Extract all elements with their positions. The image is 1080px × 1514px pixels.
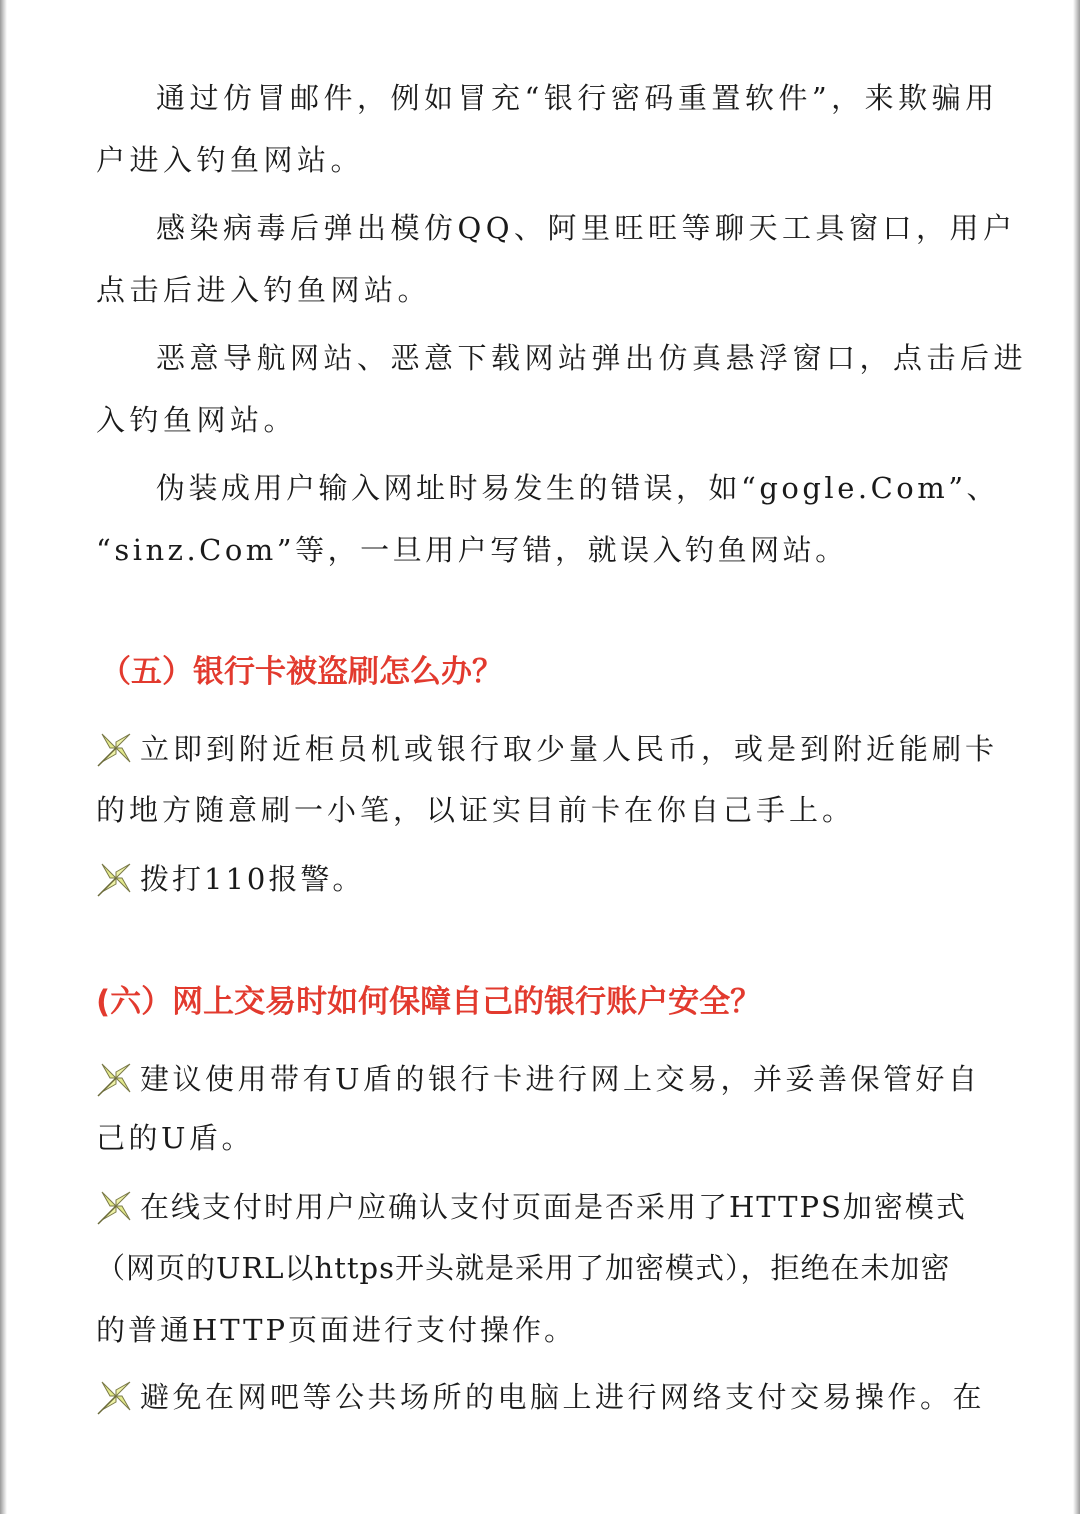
list-item-line: 的普通HTTP页面进行支付操作。 — [96, 1313, 577, 1347]
page-edge-right — [1073, 0, 1080, 1514]
page-edge-left — [0, 0, 7, 1514]
list-item-line: 的地方随意刷一小笔，以证实目前卡在你自己手上。 — [96, 793, 856, 827]
list-item-text: 避免在网吧等公共场所的电脑上进行网络支付交易操作。在 — [140, 1380, 986, 1414]
paragraph-line: “sinz.Com”等，一旦用户写错，就误入钓鱼网站。 — [96, 533, 848, 567]
yellow-pinwheel-icon — [96, 858, 136, 898]
paragraph-line: 伪装成用户输入网址时易发生的错误，如“gogle.Com”、 — [156, 471, 1000, 505]
list-item-line — [96, 728, 999, 769]
yellow-pinwheel-icon — [96, 728, 136, 768]
yellow-pinwheel-icon — [96, 1376, 136, 1416]
paragraph-line: 户进入钓鱼网站。 — [96, 143, 365, 177]
list-item-line — [96, 858, 991, 899]
list-item-text: 在线支付时用户应确认支付页面是否采用了HTTPS加密模式 — [140, 1190, 967, 1224]
section-heading-6: (六）网上交易时如何保障自己的银行账户安全？ — [96, 984, 762, 1020]
list-item-text: 立即到附近柜员机或银行取少量人民币，或是到附近能刷卡 — [140, 732, 999, 766]
section-heading-5: （五）银行卡被盗刷怎么办？ — [100, 654, 503, 690]
paragraph-line: 通过仿冒邮件，例如冒充“银行密码重置软件”，来欺骗用 — [156, 81, 999, 115]
paragraph-line: 感染病毒后弹出模仿QQ、阿里旺旺等聊天工具窗口，用户 — [156, 211, 1017, 245]
list-item-line — [96, 1058, 991, 1099]
paragraph-line: 点击后进入钓鱼网站。 — [96, 273, 432, 307]
list-item-line: （网页的URL以https开头就是采用了加密模式），拒绝在未加密 — [96, 1251, 951, 1285]
paragraph-line: 恶意导航网站、恶意下载网站弹出仿真悬浮窗口，点击后进 — [156, 341, 1028, 375]
yellow-pinwheel-icon — [96, 1186, 136, 1226]
yellow-pinwheel-icon — [96, 1058, 136, 1098]
list-item-text: 拨打110报警。 — [140, 862, 365, 896]
list-item-line — [96, 1376, 991, 1417]
list-item-line: 己的U盾。 — [96, 1121, 254, 1155]
list-item-line — [96, 1186, 991, 1227]
paragraph-line: 入钓鱼网站。 — [96, 403, 298, 437]
list-item-text: 建议使用带有U盾的银行卡进行网上交易，并妥善保管好自 — [140, 1062, 981, 1096]
